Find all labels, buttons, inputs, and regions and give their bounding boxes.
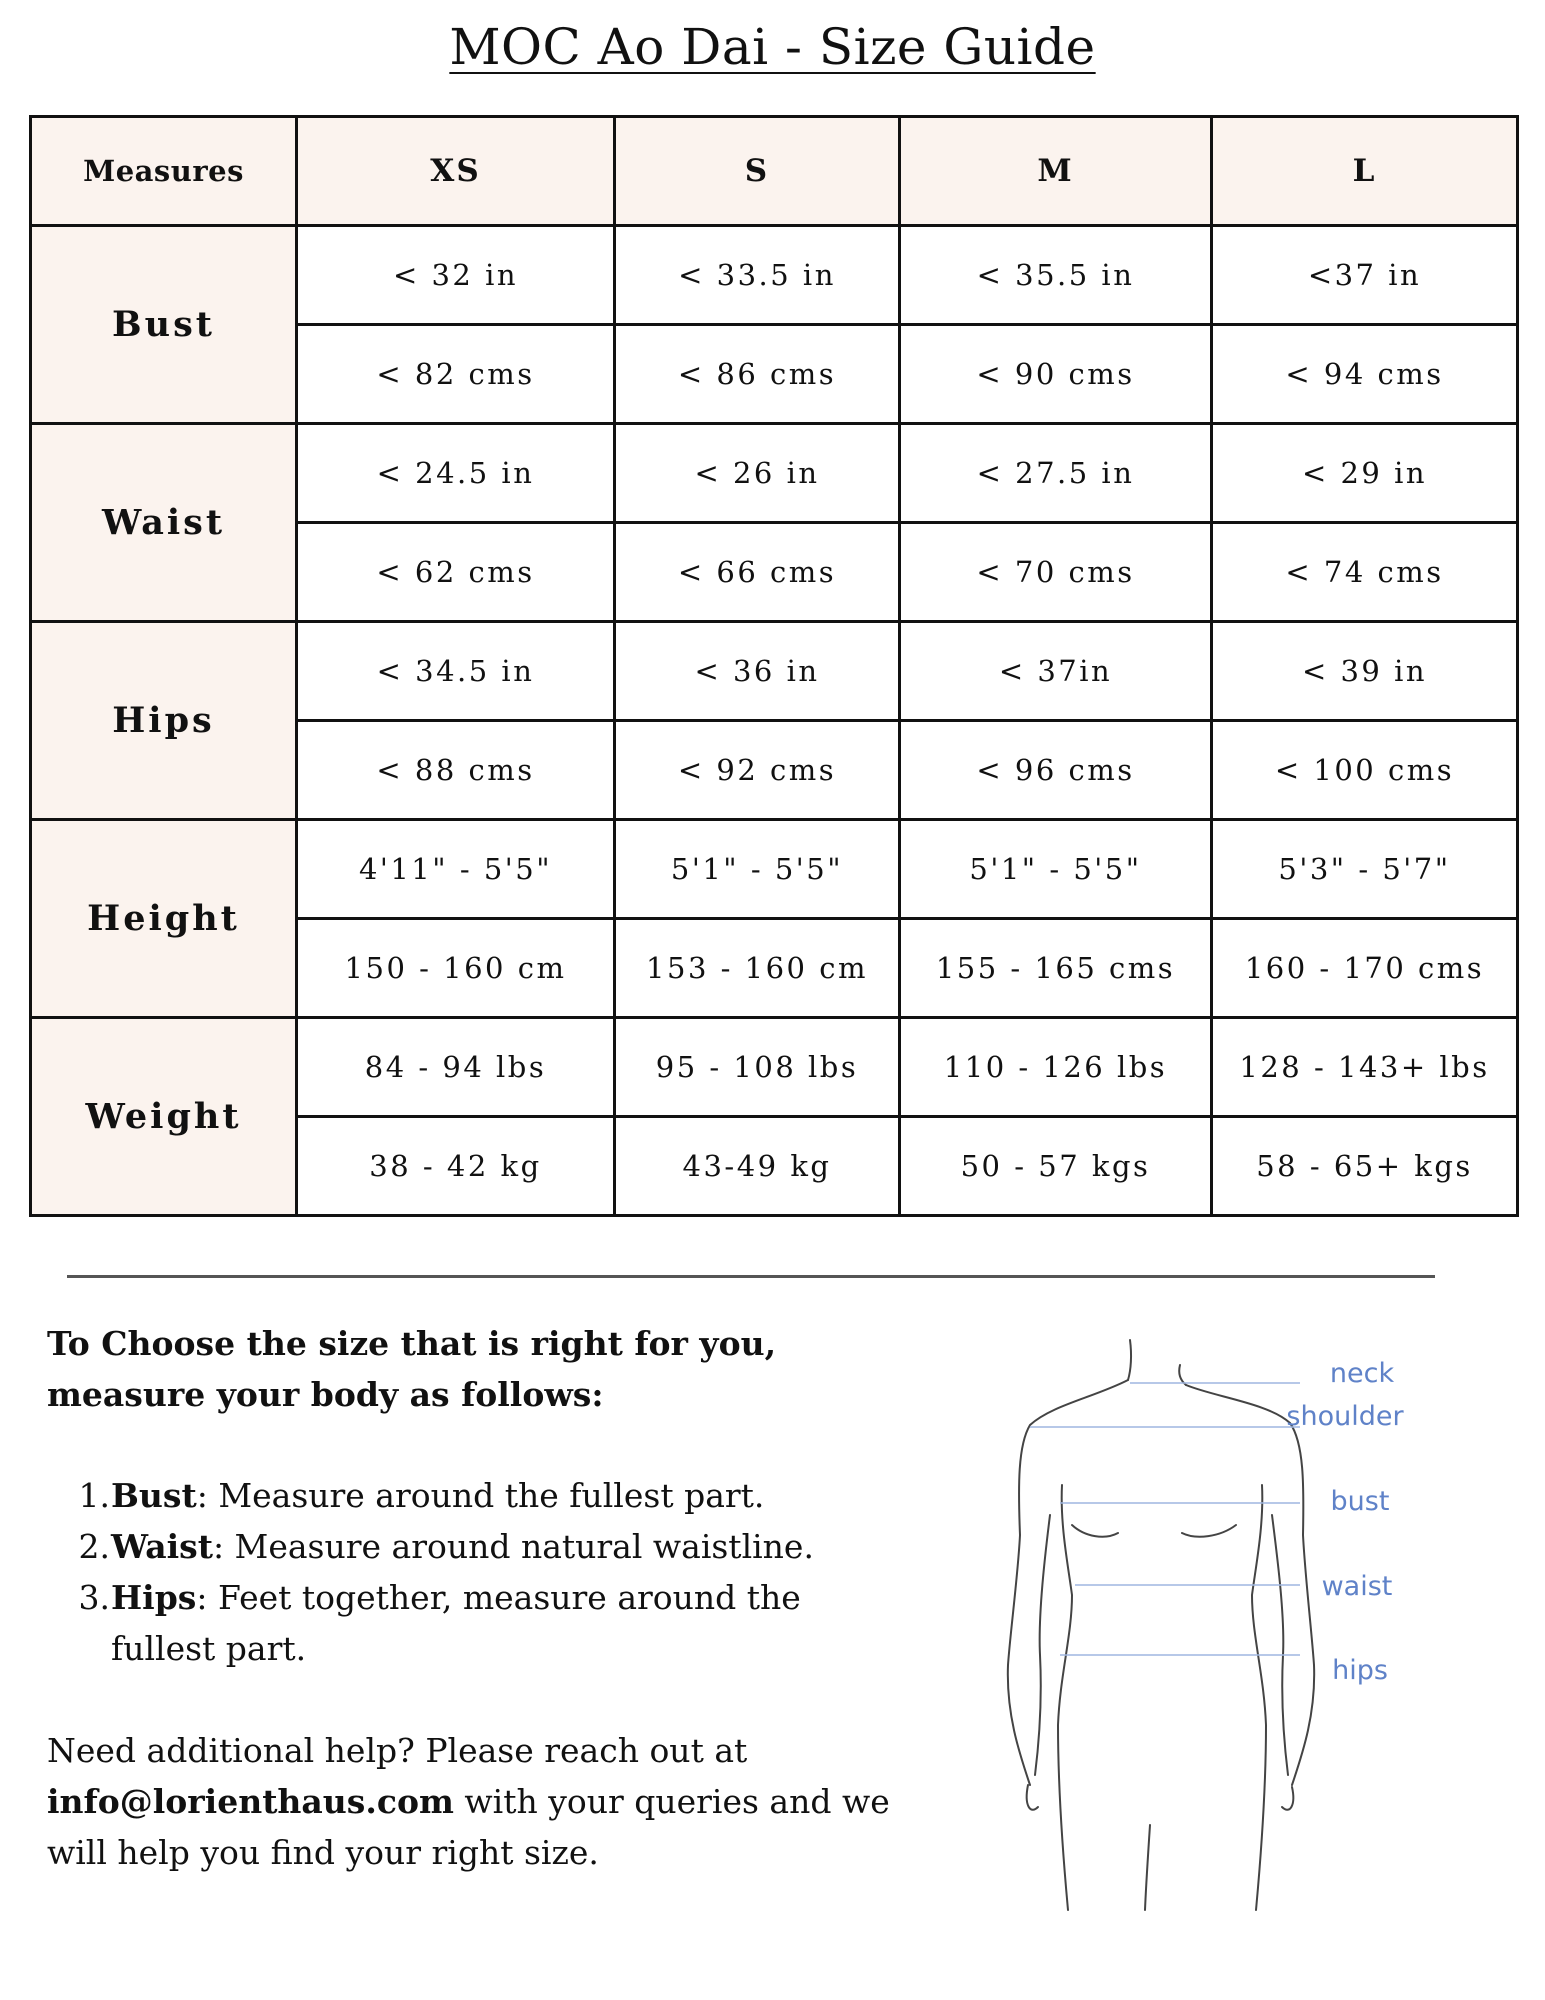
figure-label-neck: neck	[1329, 1358, 1395, 1389]
row-label-weight: Weight	[31, 1018, 297, 1216]
table-cell: 155 - 165 cms	[900, 919, 1212, 1018]
table-cell: < 86 cms	[615, 325, 900, 424]
table-cell: < 74 cms	[1212, 523, 1518, 622]
table-cell: 150 - 160 cm	[297, 919, 615, 1018]
table-cell: < 70 cms	[900, 523, 1212, 622]
help-paragraph	[47, 1725, 927, 1878]
table-cell: 5'1" - 5'5"	[615, 820, 900, 919]
table-cell: < 35.5 in	[900, 226, 1212, 325]
table-cell: 160 - 170 cms	[1212, 919, 1518, 1018]
table-cell: < 100 cms	[1212, 721, 1518, 820]
table-cell: 43-49 kg	[615, 1117, 900, 1216]
help-text-end: with your queries and we will help you find your right size.	[47, 1782, 890, 1872]
header-xs: XS	[297, 117, 615, 226]
table-cell: < 36 in	[615, 622, 900, 721]
table-cell: < 94 cms	[1212, 325, 1518, 424]
header-measures: Measures	[31, 117, 297, 226]
step-term: Bust	[111, 1476, 197, 1515]
table-cell: < 90 cms	[900, 325, 1212, 424]
row-label-waist: Waist	[31, 424, 297, 622]
table-cell: 84 - 94 lbs	[297, 1018, 615, 1117]
table-cell: 153 - 160 cm	[615, 919, 900, 1018]
table-row	[31, 622, 1518, 721]
table-cell: 58 - 65+ kgs	[1212, 1117, 1518, 1216]
step-text: : Feet together, measure around the fullest part.	[111, 1578, 801, 1668]
measurement-steps	[0, 1470, 880, 1674]
row-label-bust: Bust	[31, 226, 297, 424]
section-divider	[67, 1275, 1435, 1278]
step-text: : Measure around natural waistline.	[212, 1527, 814, 1566]
table-cell: 128 - 143+ lbs	[1212, 1018, 1518, 1117]
table-header-row	[31, 117, 1518, 226]
table-cell: < 33.5 in	[615, 226, 900, 325]
table-cell: < 82 cms	[297, 325, 615, 424]
table-cell: 38 - 42 kg	[297, 1117, 615, 1216]
table-cell: 4'11" - 5'5"	[297, 820, 615, 919]
table-cell: < 66 cms	[615, 523, 900, 622]
table-cell: 5'3" - 5'7"	[1212, 820, 1518, 919]
instructions-intro: To Choose the size that is right for you, measure your body as follows:	[47, 1324, 777, 1414]
contact-email[interactable]: info@lorienthaus.com	[47, 1782, 454, 1821]
step-number: 3.	[78, 1578, 110, 1617]
step-term: Hips	[111, 1578, 197, 1617]
row-label-height: Height	[31, 820, 297, 1018]
table-cell: < 92 cms	[615, 721, 900, 820]
table-cell: < 32 in	[297, 226, 615, 325]
table-cell: 50 - 57 kgs	[900, 1117, 1212, 1216]
figure-label-bust: bust	[1330, 1486, 1390, 1517]
step-text: : Measure around the fullest part.	[196, 1476, 765, 1515]
table-cell: <37 in	[1212, 226, 1518, 325]
header-m: M	[900, 117, 1212, 226]
table-cell: < 37in	[900, 622, 1212, 721]
table-cell: < 34.5 in	[297, 622, 615, 721]
figure-label-shoulder: shoulder	[1286, 1401, 1404, 1432]
help-text: Need additional help? Please reach out at	[47, 1731, 748, 1770]
body-outline-illustration	[1000, 1335, 1460, 1915]
header-s: S	[615, 117, 900, 226]
figure-label-hips: hips	[1332, 1655, 1388, 1686]
table-row	[31, 424, 1518, 523]
table-row	[31, 1018, 1518, 1117]
list-item	[0, 1470, 880, 1521]
table-row	[31, 820, 1518, 919]
size-table	[29, 115, 1519, 1217]
table-cell: 5'1" - 5'5"	[900, 820, 1212, 919]
table-cell: < 88 cms	[297, 721, 615, 820]
list-item	[0, 1572, 880, 1674]
list-item	[0, 1521, 880, 1572]
table-row	[31, 226, 1518, 325]
table-cell: < 26 in	[615, 424, 900, 523]
table-cell: < 62 cms	[297, 523, 615, 622]
table-cell: < 24.5 in	[297, 424, 615, 523]
table-cell: 95 - 108 lbs	[615, 1018, 900, 1117]
step-number: 2.	[78, 1527, 110, 1566]
step-number: 1.	[78, 1476, 110, 1515]
body-measurement-figure	[1000, 1335, 1460, 1915]
table-cell: < 29 in	[1212, 424, 1518, 523]
table-cell: < 27.5 in	[900, 424, 1212, 523]
header-l: L	[1212, 117, 1518, 226]
row-label-hips: Hips	[31, 622, 297, 820]
page-title: MOC Ao Dai - Size Guide	[449, 18, 1096, 76]
table-cell: < 96 cms	[900, 721, 1212, 820]
table-cell: 110 - 126 lbs	[900, 1018, 1212, 1117]
figure-label-waist: waist	[1321, 1571, 1393, 1602]
step-term: Waist	[111, 1527, 213, 1566]
table-cell: < 39 in	[1212, 622, 1518, 721]
